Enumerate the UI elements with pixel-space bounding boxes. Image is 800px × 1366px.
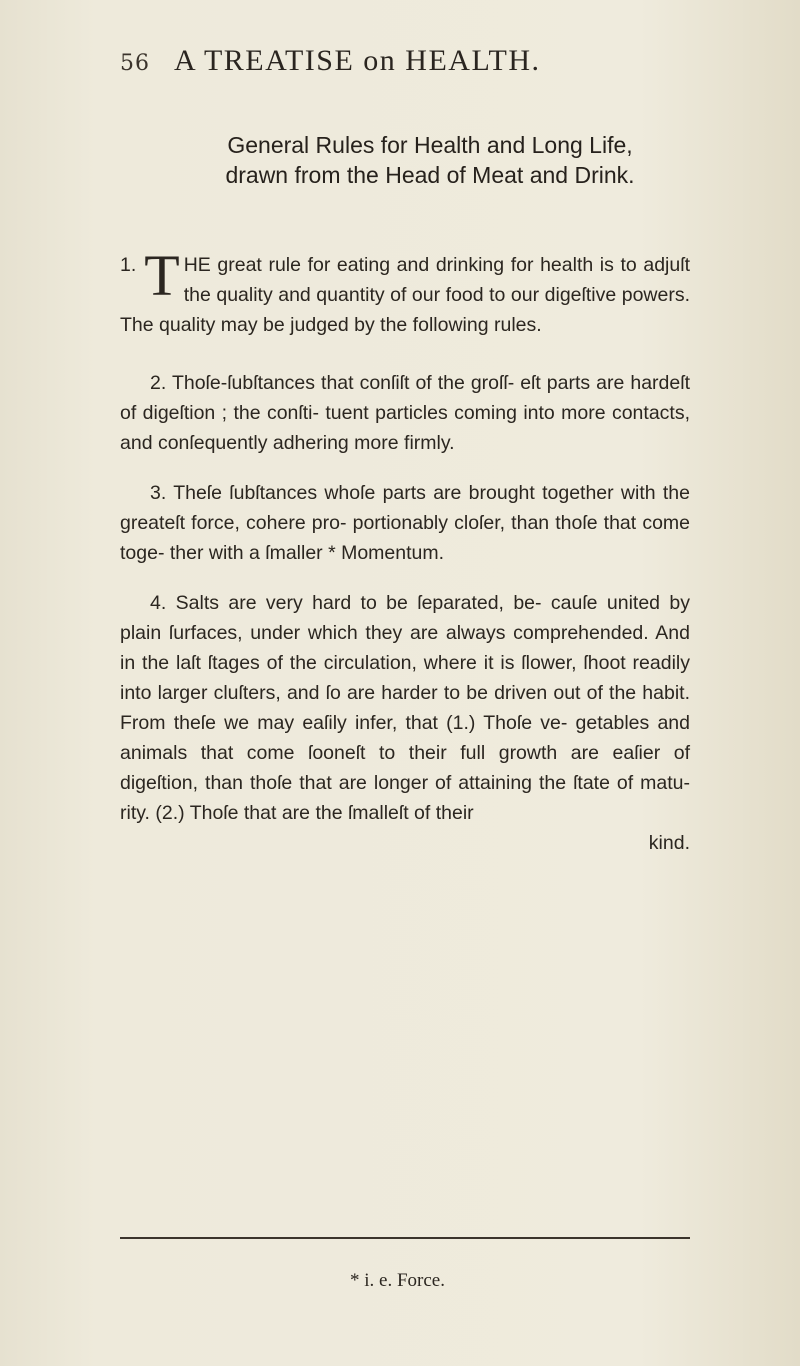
paragraph-2 (120, 368, 690, 458)
paragraph-text: Theſe ſubſtances whoſe parts are brought together with the greateſt force, cohere pro- portionably cloſer, than thoſe that come toge- ther with a ſmaller * Momentum. (120, 482, 690, 564)
running-head (120, 44, 680, 78)
paragraph-number: 4. (150, 592, 167, 614)
paragraph-4 (120, 588, 690, 828)
paragraph-text: Thoſe-ſubſtances that conſiſt of the groſſ- eſt parts are hardeſt of digeſtion ; the conſti- tuent particles coming into more contacts, and conſequently adhering more firmly. (120, 372, 690, 454)
paragraph-1 (120, 243, 690, 340)
paragraph-3 (120, 478, 690, 568)
running-title: A TREATISE on HEALTH. (174, 44, 541, 77)
section-heading-line-2: drawn from the Head of Meat and Drink. (225, 162, 635, 188)
paragraph-last-word: kind. (648, 832, 690, 854)
body-text (120, 243, 690, 858)
footnote: * i. e. Force. (350, 1270, 445, 1291)
paragraph-text: HE great rule for eating and drinking for health is to adjuſt the quality and quantity of our food to our digeſtive powers. The quality may be judged by the following rules. (120, 254, 690, 336)
section-heading (150, 130, 710, 190)
footnote-rule (120, 1237, 690, 1239)
paragraph-number: 2. (150, 372, 167, 394)
paragraph-text: Salts are very hard to be ſeparated, be- cauſe united by plain ſurfaces, under which they are always comprehended. And in the laſt ſtages of the circulation, where it is ſlower, ſhoot readily into larger cluſters, and ſo are harder to be driven out of the habit. From theſe we may eaſily infer, that (1.) Thoſe ve- getables and animals that come ſooneſt to their full growth are eaſier of digeſtion, than thoſe that are longer of attaining the ſtate of matu- rity. (2.) Thoſe that are the ſmalleſt of their (120, 592, 690, 824)
drop-cap: T (144, 243, 180, 308)
page-number: 56 (120, 51, 150, 76)
section-heading-line-1: General Rules for Health and Long Life, (227, 132, 633, 158)
paragraph-number: 1. (120, 254, 137, 276)
paragraph-number: 3. (150, 482, 167, 504)
